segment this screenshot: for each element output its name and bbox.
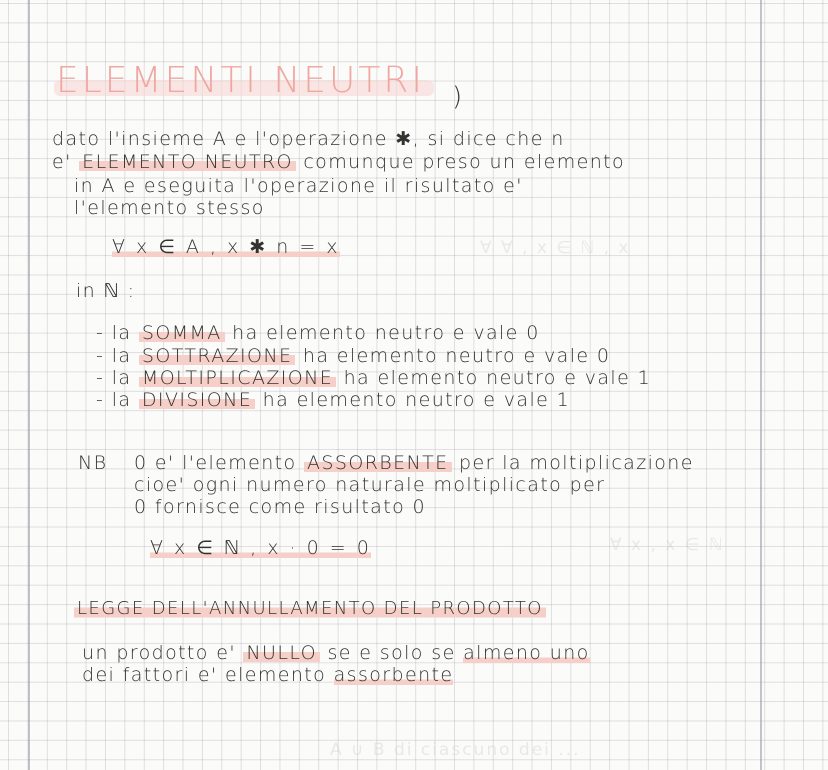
ghost-text-1: ∀ ∀ , x ∈ ℕ , x <box>480 238 631 258</box>
assorbente-highlight: ASSORBENTE <box>304 452 452 474</box>
list-bullet: - <box>96 345 105 367</box>
list-rest: ha elemento neutro e vale 1 <box>262 389 571 411</box>
list-item-somma <box>96 322 540 344</box>
right-margin-line <box>760 0 762 770</box>
intro-line-3 <box>74 175 523 197</box>
intro-line-4 <box>74 197 265 219</box>
intro-line-1 <box>52 128 565 150</box>
assorbente-underline: assorbente <box>333 664 454 686</box>
law-line-1 <box>82 642 590 664</box>
formula-absorbing-text: ∀ x ∈ ℕ , x · 0 = 0 <box>150 537 372 559</box>
list-bullet: - <box>96 367 105 389</box>
ghost-text-2: ∀ x , x ∈ ℕ <box>610 535 725 555</box>
law-line-2-start: dei fattori e' elemento <box>82 664 327 686</box>
sottrazione-highlight: SOTTRAZIONE <box>139 345 296 367</box>
nb-line-1 <box>134 452 694 474</box>
formula-neutral <box>112 236 340 258</box>
intro-line-2-end: comunque preso un elemento <box>303 151 626 173</box>
ghost-text-3: A ∪ B di ciascuno dei ... <box>330 740 581 760</box>
list-article: la <box>111 345 132 367</box>
nb-line-1-start: 0 e' l'elemento <box>134 452 297 474</box>
nullo-highlight: NULLO <box>243 642 320 664</box>
intro-line-4-text: l'elemento stesso <box>74 197 265 219</box>
list-rest: ha elemento neutro e vale 1 <box>343 367 652 389</box>
nb-line-3 <box>134 496 426 518</box>
list-rest: ha elemento neutro e vale 0 <box>302 345 611 367</box>
law-title-text: LEGGE DELL'ANNULLAMENTO DEL PRODOTTO <box>74 598 546 619</box>
nb-line-2-text: cioe' ogni numero naturale moltiplicato per <box>134 474 606 496</box>
somma-highlight: SOMMA <box>139 322 225 344</box>
divisione-highlight: DIVISIONE <box>139 389 255 411</box>
in-naturals-label: in ℕ : <box>76 280 136 302</box>
list-article: la <box>111 367 132 389</box>
moltiplicazione-highlight: MOLTIPLICAZIONE <box>139 367 336 389</box>
list-bullet: - <box>96 389 105 411</box>
list-article: la <box>111 389 132 411</box>
list-item-sottrazione <box>96 345 610 367</box>
left-margin-line <box>28 0 30 770</box>
law-title <box>74 598 546 619</box>
nb-line-1-end: per la moltiplicazione <box>459 452 694 474</box>
law-line-1-start: un prodotto e' <box>82 642 236 664</box>
nb-line-3-text: 0 fornisce come risultato 0 <box>134 496 427 518</box>
almeno-uno-underline: almeno uno <box>463 642 590 664</box>
page-title: ELEMENTI NEUTRI <box>56 60 425 101</box>
nb-label: NB <box>78 452 108 474</box>
list-article: la <box>111 322 132 344</box>
list-rest: ha elemento neutro e vale 0 <box>232 322 540 344</box>
list-item-moltiplicazione <box>96 367 651 389</box>
nb-line-2 <box>134 474 605 496</box>
list-item-divisione <box>96 389 570 411</box>
intro-line-1-text: dato l'insieme A e l'operazione ✱, si dice che n <box>52 128 565 150</box>
formula-absorbing <box>150 537 371 559</box>
title-paren: ) <box>452 82 464 112</box>
law-line-1-mid: se e solo se <box>327 642 456 664</box>
elemento-neutro-highlight: ELEMENTO NEUTRO <box>79 151 296 173</box>
list-bullet: - <box>96 322 105 344</box>
intro-line-3-text: in A e eseguita l'operazione il risultato e' <box>74 175 523 197</box>
formula-neutral-text: ∀ x ∈ A , x ✱ n = x <box>112 236 341 258</box>
intro-line-2 <box>52 151 625 173</box>
intro-line-2-start: e' <box>52 151 72 173</box>
law-line-2 <box>82 664 453 686</box>
